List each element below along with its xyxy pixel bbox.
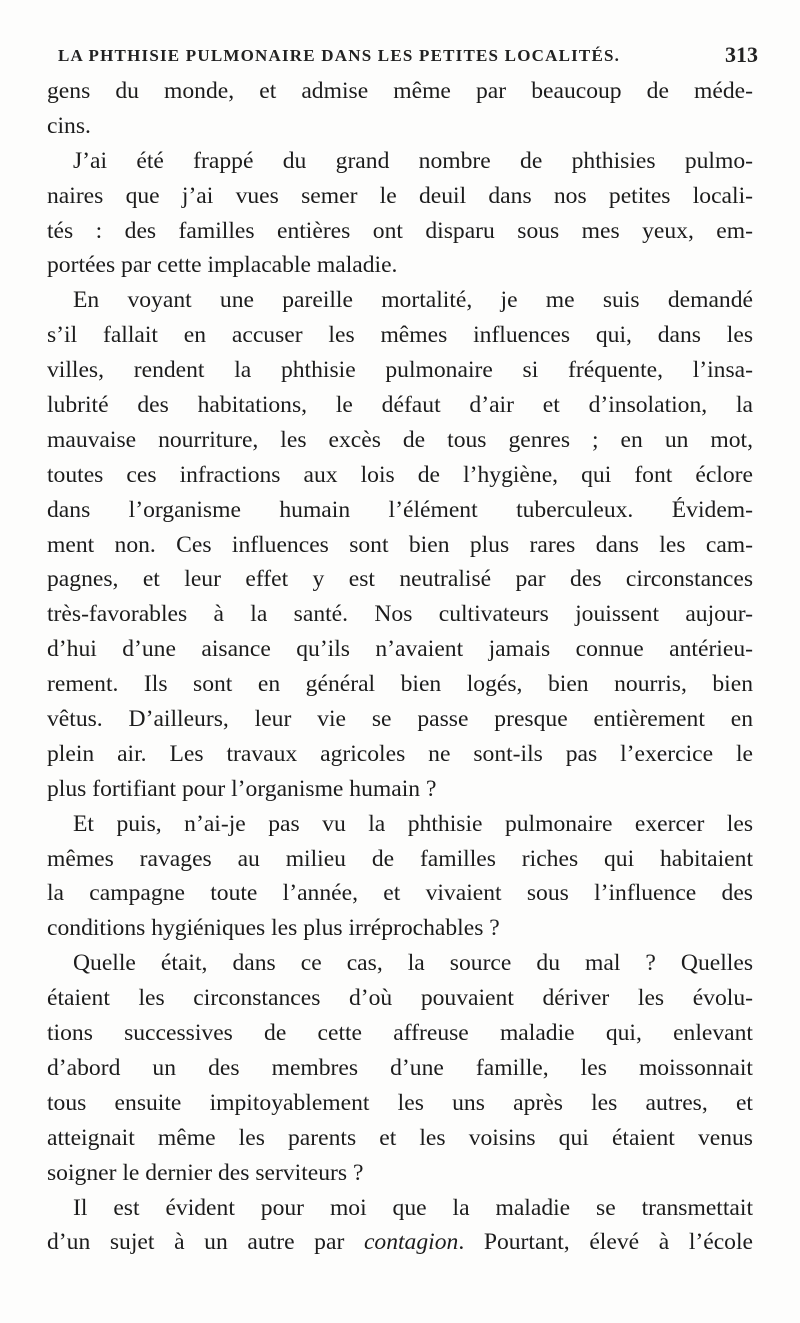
- paragraph: [47, 283, 753, 806]
- text-line: tions successives de cette affreuse maladie qui, enlevant: [47, 1020, 753, 1047]
- text-line: toutes ces infractions aux lois de l’hygiène, qui font éclore: [47, 461, 753, 488]
- paragraph: [47, 144, 753, 284]
- text-line: plein air. Les travaux agricoles ne sont-ils pas l’exercice le: [47, 740, 753, 767]
- text-line: s’il fallait en accuser les mêmes influences qui, dans les: [47, 322, 753, 349]
- text-line: étaient les circonstances d’où pouvaient dériver les évolu-: [47, 985, 753, 1012]
- text-line: En voyant une pareille mortalité, je me suis demandé: [73, 287, 753, 314]
- text-line: soigner le dernier des serviteurs ?: [47, 1159, 364, 1186]
- text-line: pagnes, et leur effet y est neutralisé par des circonstances: [47, 566, 753, 593]
- text-line: très-favorables à la santé. Nos cultivateurs jouissent aujour-: [47, 601, 753, 628]
- page-number: 313: [725, 42, 758, 67]
- paragraph: [47, 807, 753, 947]
- text-line: mêmes ravages au milieu de familles riches qui habitaient: [47, 845, 753, 872]
- text-line: la campagne toute l’année, et vivaient sous l’influence des: [47, 880, 753, 907]
- text-line: gens du monde, et admise même par beaucoup de méde-: [47, 78, 753, 104]
- text-line: [47, 1225, 753, 1260]
- running-header: [58, 40, 758, 74]
- text-line: d’hui d’une aisance qu’ils n’avaient jamais connue antérieu-: [47, 636, 753, 663]
- running-title: LA PHTHISIE PULMONAIRE DANS LES PETITES LOCALITÉS.: [58, 46, 621, 65]
- paragraph: [47, 1191, 753, 1261]
- text-line: dans l’organisme humain l’élément tuberculeux. Évidem-: [47, 496, 753, 523]
- body-text: [47, 74, 753, 1260]
- paragraph: [47, 946, 753, 1190]
- text-line: portées par cette implacable maladie.: [47, 252, 398, 279]
- text-run: . Pourtant, élevé à l’école: [458, 1229, 753, 1256]
- text-line: conditions hygiéniques les plus irréprochables ?: [47, 915, 500, 942]
- text-line: plus fortifiant pour l’organisme humain ?: [47, 775, 437, 802]
- text-line: mauvaise nourriture, les excès de tous genres ; en un mot,: [47, 426, 753, 453]
- text-line: Et puis, n’ai-je pas vu la phthisie pulmonaire exercer les: [73, 810, 753, 837]
- emphasis-contagion: contagion: [363, 1229, 459, 1256]
- paragraph: [47, 74, 753, 144]
- text-line: rement. Ils sont en général bien logés, bien nourris, bien: [47, 671, 753, 698]
- text-line: tous ensuite impitoyablement les uns après les autres, et: [47, 1089, 753, 1116]
- text-run: d’un sujet à un autre par: [47, 1229, 364, 1256]
- text-line: tés : des familles entières ont disparu sous mes yeux, em-: [47, 217, 753, 244]
- text-line: ment non. Ces influences sont bien plus rares dans les cam-: [47, 531, 753, 558]
- text-line: lubrité des habitations, le défaut d’air et d’insolation, la: [47, 392, 753, 419]
- text-line: villes, rendent la phthisie pulmonaire si fréquente, l’insa-: [47, 357, 753, 384]
- text-line: Il est évident pour moi que la maladie se transmettait: [73, 1194, 753, 1221]
- text-line: vêtus. D’ailleurs, leur vie se passe presque entièrement en: [47, 706, 753, 733]
- text-line: d’abord un des membres d’une famille, les moissonnait: [47, 1054, 753, 1081]
- text-line: naires que j’ai vues semer le deuil dans nos petites locali-: [47, 182, 753, 209]
- text-line: cins.: [47, 112, 91, 139]
- text-line: atteignait même les parents et les voisins qui étaient venus: [47, 1124, 753, 1151]
- text-line: Quelle était, dans ce cas, la source du mal ? Quelles: [73, 950, 753, 977]
- text-line: J’ai été frappé du grand nombre de phthisies pulmo-: [73, 147, 753, 174]
